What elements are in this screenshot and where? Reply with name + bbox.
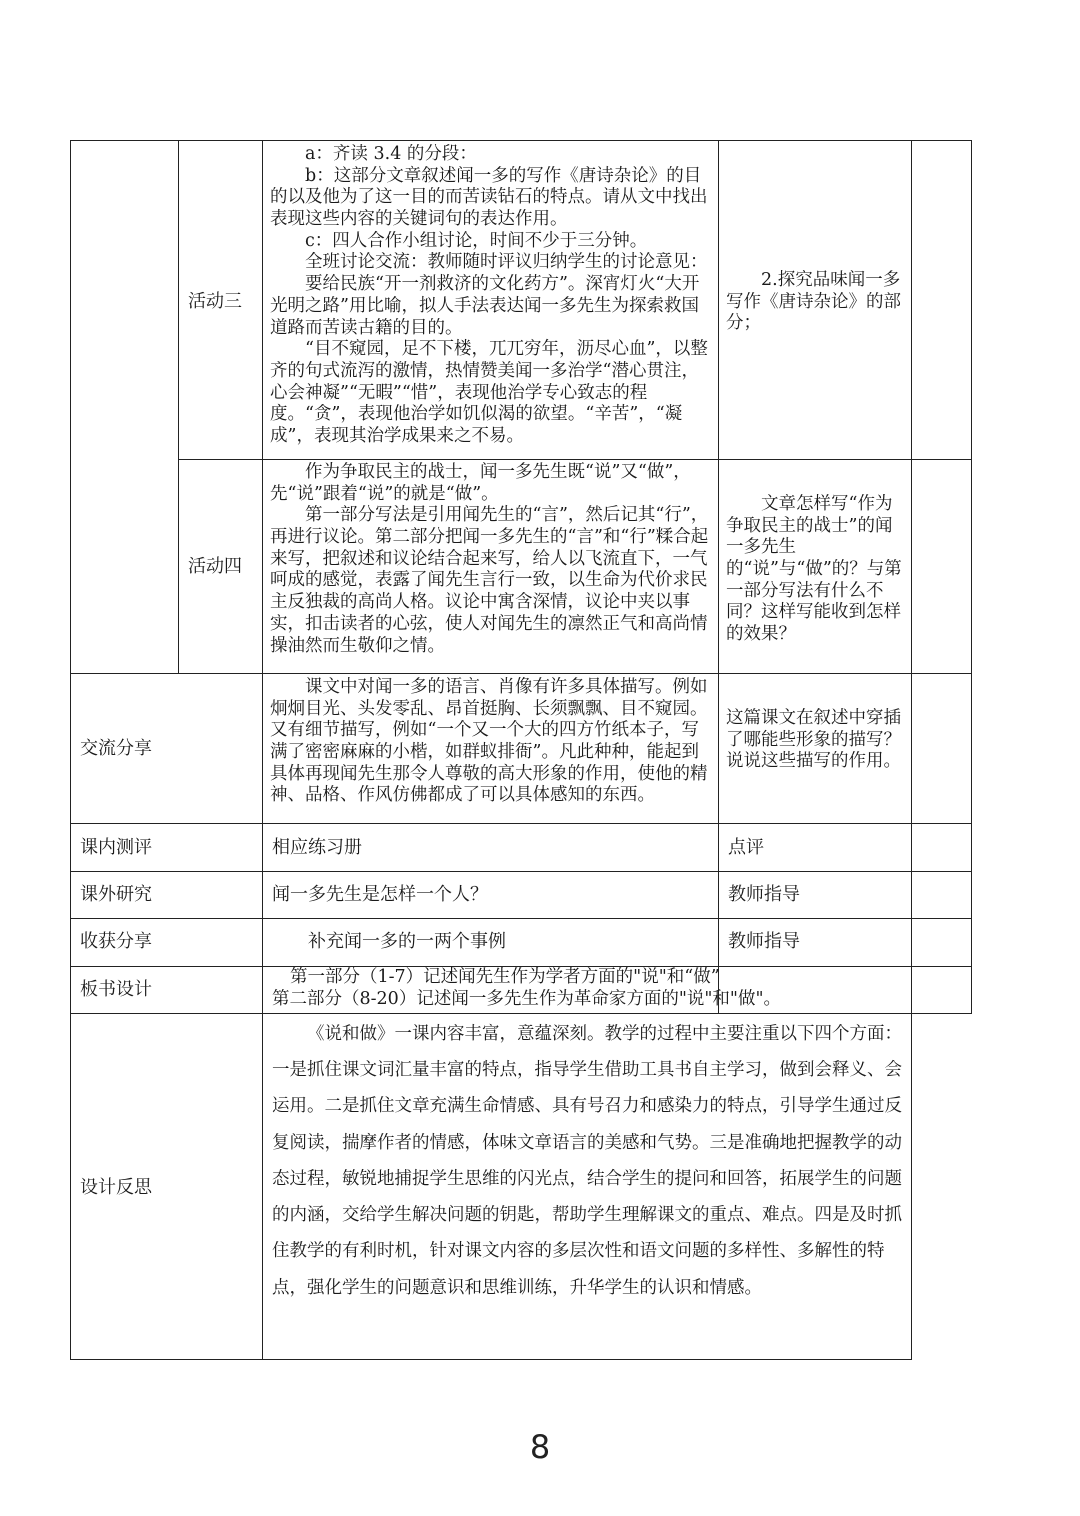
- table-bottom-border: [70, 1359, 912, 1360]
- research-label: 课外研究: [80, 884, 152, 905]
- table-right-border: [971, 140, 972, 1014]
- reflection-label: 设计反思: [80, 1177, 152, 1198]
- research-content: 闻一多先生是怎样一个人？: [272, 884, 488, 905]
- activity4-question-text: 文章怎样写“作为争取民主的战士”的闻一多先生的“说”与“做”的？与第一部分写法有什么不同？这样写能收到怎样的效果？: [726, 494, 902, 645]
- activity3-para: b：这部分文章叙述闻一多的写作《唐诗杂论》的目的以及他为了这一目的而苦读钻石的特点。请从文中找出表现这些内容的关键词句的表达作用。: [270, 165, 708, 230]
- activity3-question: [726, 270, 906, 335]
- harvest-content: 补充闻一多的一两个事例: [308, 931, 506, 952]
- row-divider: [178, 459, 972, 460]
- harvest-label: 收获分享: [80, 931, 152, 952]
- reflection-text: 《说和做》一课内容丰富，意蕴深刻。教学的过程中主要注重以下四个方面：一是抓住课文词汇量丰富的特点，指导学生借助工具书自主学习，做到会释义、会运用。二是抓住文章充满生命情感、具有号召力和感染力的特点，引导学生通过反复阅读，揣摩作者的情感，体味文章语言的美感和气势。三是准确地把握教学的动态过程，敏锐地捕捉学生思维的闪光点，结合学生的提问和回答，拓展学生的问题的内涵，交给学生解决问题的钥匙，帮助学生理解课文的重点、难点。四是及时抓住教学的有利时机，针对课文内容的多层次性和语文问题的多样性、多解性的特点，强化学生的问题意识和思维训练，升华学生的认识和情感。: [272, 1024, 902, 1298]
- activity3-question-text: 2.探究品味闻一多写作《唐诗杂论》的部分；: [726, 270, 901, 334]
- row-divider: [70, 871, 972, 872]
- activity4-question: [726, 494, 906, 646]
- activity3-content: [270, 144, 712, 458]
- column-divider: [718, 140, 719, 1014]
- activity4-para: 作为争取民主的战士，闻一多先生既“说”又“做”，先“说”跟着“说”的就是“做”。: [270, 462, 691, 504]
- assessment-label: 课内测评: [80, 837, 152, 858]
- activity3-para: c：四人合作小组讨论，时间不少于三分钟。: [305, 230, 648, 251]
- research-note: 教师指导: [728, 884, 800, 905]
- harvest-note: 教师指导: [728, 931, 800, 952]
- exchange-question-text: 这篇课文在叙述中穿插了哪能些形象的描写？说说这些描写的作用。: [726, 708, 901, 772]
- activity4-label: 活动四: [188, 556, 242, 577]
- exchange-text: 课文中对闻一多的语言、肖像有许多具体描写。例如炯炯目光、头发零乱、昂首挺胸、长须飘飘、目不窥园。又有细节描写，例如“一个又一个大的四方竹纸本子，写满了密密麻麻的小楷，如群蚁排衙”。凡此种种，能起到具体再现闻先生那令人尊敬的高大形象的作用，使他的精神、品格、作风仿佛都成了可以具体感知的东西。: [270, 677, 708, 806]
- column-divider: [262, 140, 263, 1360]
- board-line: 第一部分（1-7）记述闻先生作为学者方面的"说"和“做”: [290, 967, 720, 987]
- board-content: [272, 967, 912, 1010]
- assessment-note: 点评: [728, 837, 764, 858]
- reflection-content: [272, 1016, 904, 1356]
- board-line: 第二部分（8-20）记述闻一多先生作为革命家方面的"说"和"做"。: [272, 988, 782, 1009]
- activity3-para: a：齐读 3.4 的分段：: [305, 144, 477, 164]
- column-divider: [911, 140, 912, 1360]
- exchange-question: [726, 708, 906, 773]
- activity4-content: [270, 462, 712, 672]
- column-divider: [178, 140, 179, 674]
- activity3-label: 活动三: [188, 291, 242, 312]
- table-left-border: [70, 140, 71, 1360]
- row-divider: [70, 823, 972, 824]
- row-divider: [70, 1013, 972, 1014]
- exchange-content: [270, 677, 712, 822]
- activity4-para: 第一部分写法是引用闻先生的“言”，然后记其“行”，再进行议论。第二部分把闻一多先生的“言”和“行”糅合起来写，把叙述和议论结合起来写，给人以飞流直下，一气呵成的感觉，表露了闻先生言行一致，以生命为代价求民主反独裁的高尚人格。议论中寓含深情，议论中夹以事实，扣击读者的心弦，使人对闻先生的凛然正气和高尚情操油然而生敬仰之情。: [270, 505, 709, 656]
- page-number: 8: [529, 1428, 551, 1466]
- assessment-content: 相应练习册: [272, 837, 362, 858]
- row-divider: [70, 918, 972, 919]
- activity3-para: “目不窥园，足不下楼，兀兀穷年，沥尽心血”，以整齐的句式流泻的激情，热情赞美闻一多治学“潜心贯注，心会神凝”“无暇”“惜”，表现他治学专心致志的程度。“贪”，表现他治学如饥似渴的欲望。“辛苦”，“凝成”，表现其治学成果来之不易。: [270, 339, 708, 446]
- table-top-border: [70, 140, 972, 141]
- activity3-para: 要给民族“开一剂救济的文化药方”。深宵灯火“大开光明之路”用比喻，拟人手法表达闻一多先生为探索救国道路而苦读古籍的目的。: [270, 274, 700, 338]
- board-label: 板书设计: [80, 979, 152, 1000]
- row-divider: [70, 673, 972, 674]
- exchange-label: 交流分享: [80, 738, 152, 759]
- activity3-para: 全班讨论交流：教师随时评议归纳学生的讨论意见：: [305, 252, 708, 273]
